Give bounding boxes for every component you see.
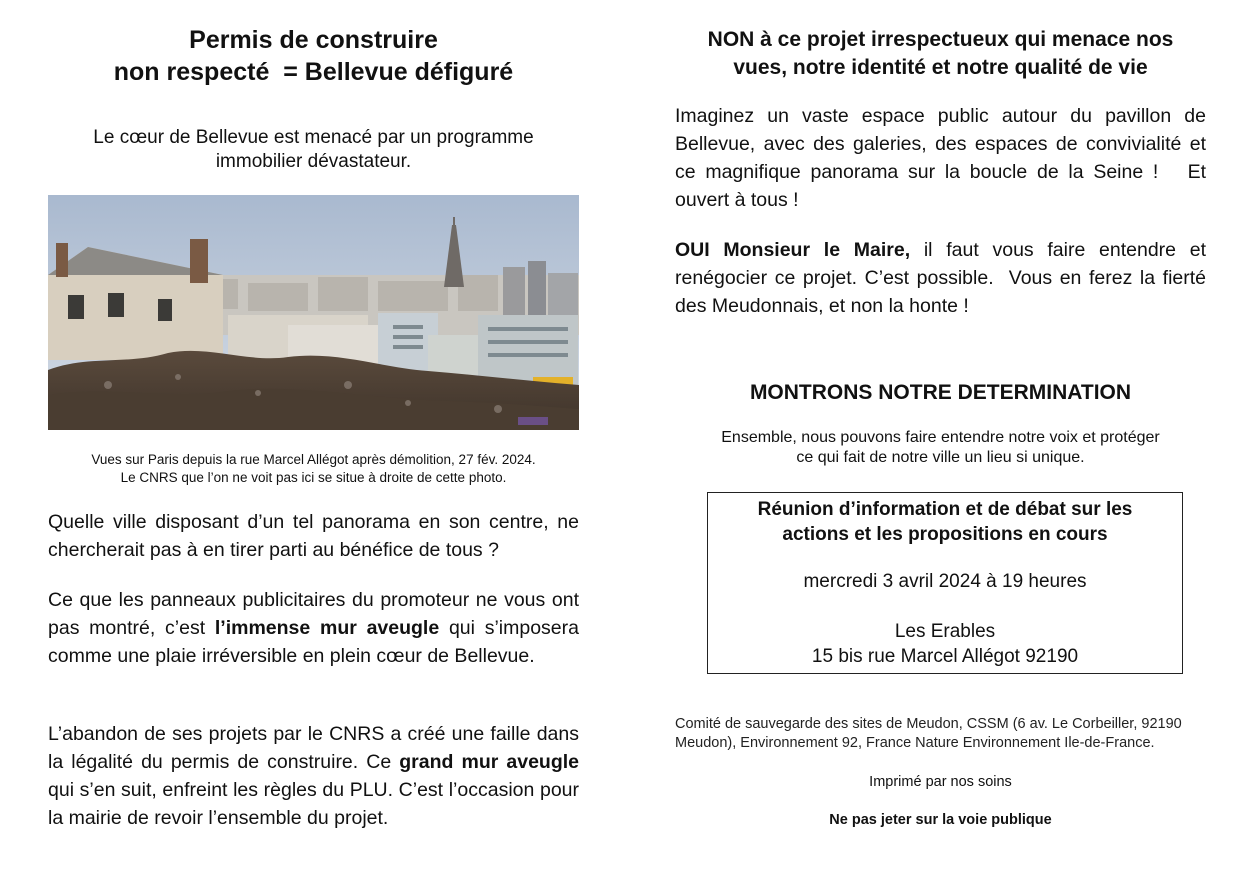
paragraph-oui-maire <box>675 236 1212 320</box>
photo-caption-line2: Le CNRS que l’on ne voit pas ici se situe à droite de cette photo. <box>120 470 507 485</box>
paragraph-oui-maire-text: il faut vous faire entendre et renégocier ce projet. C’est possible. Vous en ferez la fierté des Meudonnais, et non la honte ! <box>675 239 1212 317</box>
panorama-photo <box>48 195 579 430</box>
paragraph-imaginez: Imaginez un vaste espace public autour du pavillon de Bellevue, avec des galeries, des espaces de convivialité et ce magnifique panorama sur la boucle de la Seine ! Et ouvert à tous ! <box>675 105 1212 211</box>
left-intro-line1: Le cœur de Bellevue est menacé par un programme <box>93 127 534 148</box>
right-title <box>675 26 1206 82</box>
paragraph-mur-aveugle-text-a: Ce que les panneaux publicitaires du promoteur ne vous ont pas montré, c’est <box>48 589 579 639</box>
ensemble-text <box>675 428 1206 468</box>
paragraph-mur-aveugle-text-b: qui s’imposera comme une plaie irréversible en plein cœur de Bellevue. <box>48 617 579 667</box>
left-title-line2: non respecté = Bellevue défiguré <box>113 58 514 86</box>
paragraph-mur-aveugle-bold: l’immense mur aveugle <box>214 617 440 639</box>
meeting-title <box>708 497 1182 547</box>
imprime-note: Imprimé par nos soins <box>869 774 1012 790</box>
paragraph-cnrs-text-b: qui s’en suit, enfreint les règles du PLU. C’est l’occasion pour la mairie de revoir l’ensemble du projet. <box>48 779 579 829</box>
paragraph-mur-aveugle <box>48 586 579 670</box>
comite-credits: Comité de sauvegarde des sites de Meudon, CSSM (6 av. Le Corbeiller, 92190 Meudon), Environnement 92, France Nature Environnement Ile-de-France. <box>675 716 1182 751</box>
paragraph-oui-maire-bold: OUI Monsieur le Maire, <box>675 239 911 261</box>
right-title-line1: NON à ce projet irrespectueux qui menace nos <box>707 28 1174 51</box>
photo-caption <box>48 451 579 487</box>
meeting-place-line2: 15 bis rue Marcel Allégot 92190 <box>811 646 1079 667</box>
left-intro <box>48 126 579 174</box>
ensemble-line2: ce qui fait de notre ville un lieu si unique. <box>796 449 1085 466</box>
photo-caption-line1: Vues sur Paris depuis la rue Marcel Allégot après démolition, 27 fév. 2024. <box>91 452 536 467</box>
meeting-place-line1: Les Erables <box>894 621 996 642</box>
meeting-place <box>708 619 1182 669</box>
meeting-title-line2: actions et les propositions en cours <box>782 524 1108 545</box>
meeting-title-line1: Réunion d’information et de débat sur les <box>757 499 1133 520</box>
left-intro-line2: immobilier dévastateur. <box>215 151 412 172</box>
heading-montrons: MONTRONS NOTRE DETERMINATION <box>749 381 1132 404</box>
paragraph-cnrs <box>48 720 579 832</box>
paragraph-cnrs-bold: grand mur aveugle <box>399 751 579 773</box>
ensemble-line1: Ensemble, nous pouvons faire entendre notre voix et protéger <box>721 429 1160 446</box>
ne-pas-jeter-note: Ne pas jeter sur la voie publique <box>829 812 1052 828</box>
left-title-line1: Permis de construire <box>189 26 438 54</box>
right-title-line2: vues, notre identité et notre qualité de vie <box>733 56 1148 79</box>
meeting-date: mercredi 3 avril 2024 à 19 heures <box>803 571 1087 592</box>
meeting-box <box>707 492 1183 674</box>
paragraph-cnrs-text-a: L’abandon de ses projets par le CNRS a créé une faille dans la légalité du permis de construire. Ce <box>48 723 579 773</box>
paragraph-panorama: Quelle ville disposant d’un tel panorama en son centre, ne chercherait pas à en tirer parti au bénéfice de tous ? <box>48 511 579 561</box>
left-title <box>48 24 579 88</box>
